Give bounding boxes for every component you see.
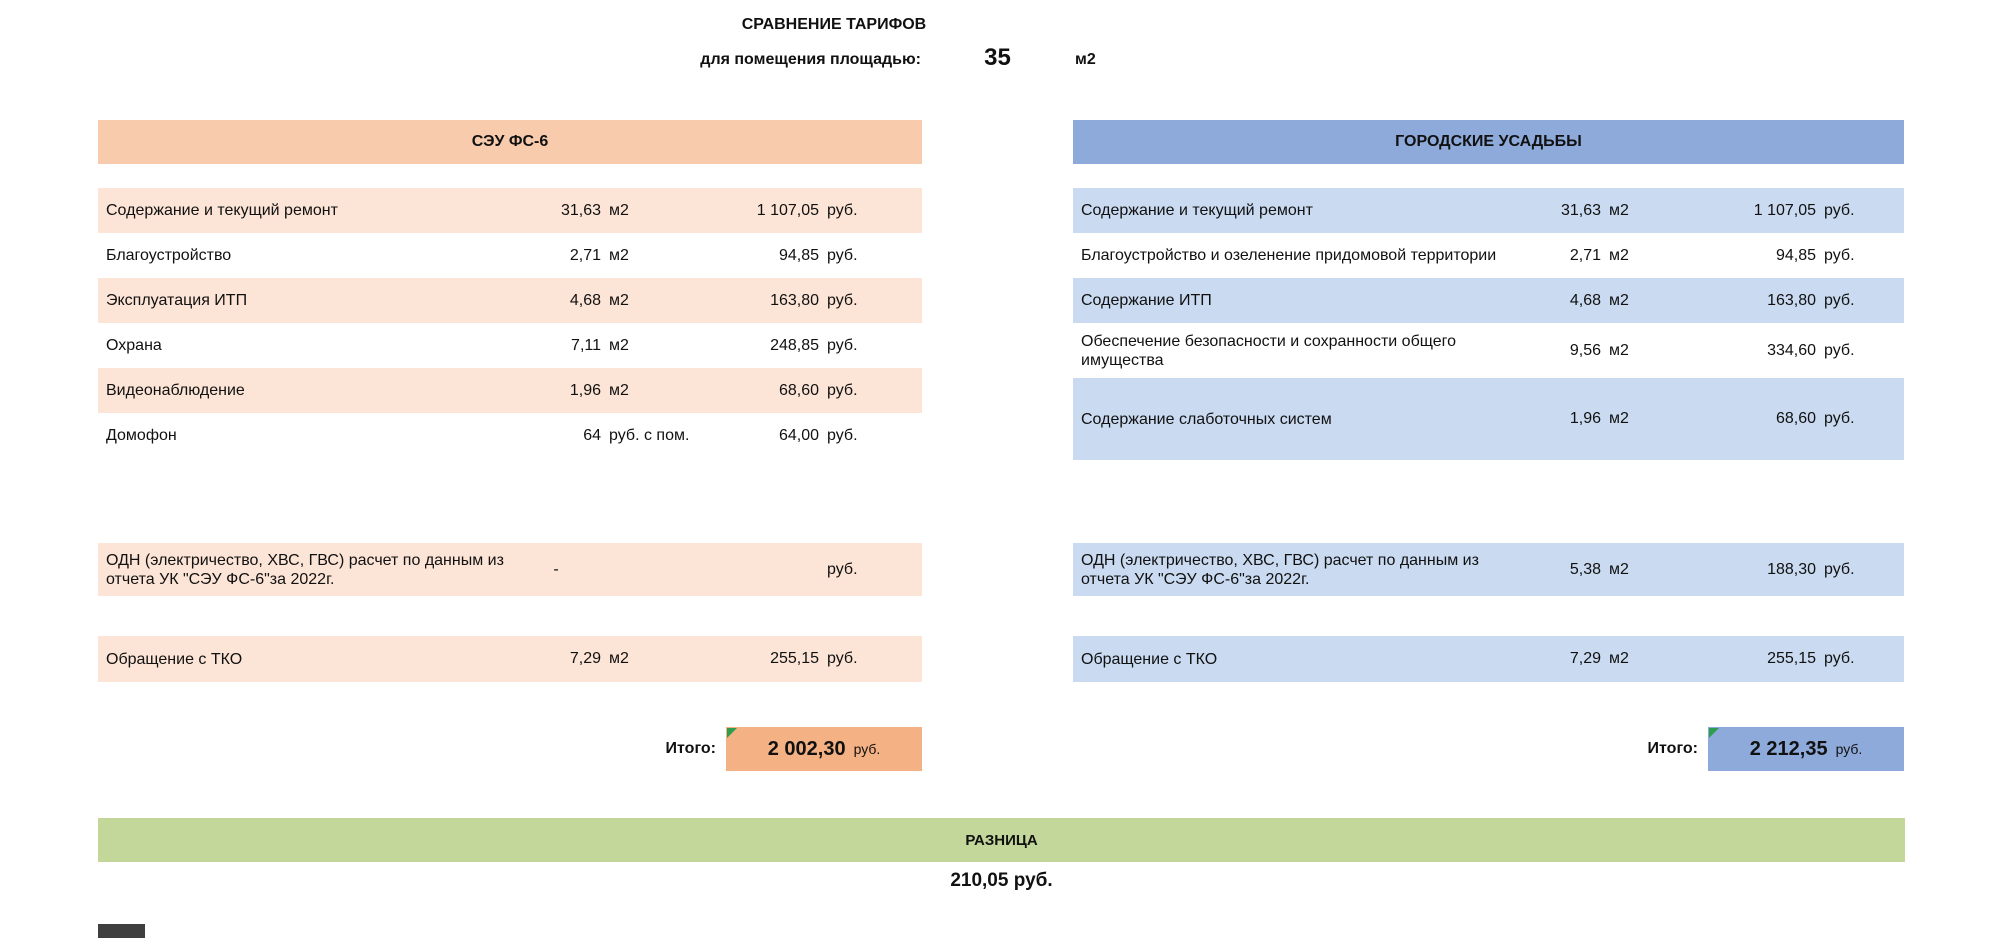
row-price-unit: руб. [827,201,858,219]
row-label: Видеонаблюдение [106,382,245,399]
row-qty-value: 5,38 [1569,560,1601,578]
table-row [1073,323,1904,378]
row-label: Охрана [106,337,162,354]
right-table [1073,120,1904,771]
row-price-unit: руб. [827,426,858,444]
right-total-value: 2 212,35 [1749,737,1828,760]
row-qty-unit: м2 [1609,410,1629,427]
difference-bar: РАЗНИЦА [98,818,1905,862]
row-qty-unit: м2 [609,246,629,264]
left-total-value: 2 002,30 [767,737,846,760]
row-price-unit: руб. [827,246,858,264]
row-qty-value: 4,68 [1569,291,1601,309]
row-label: Обращение с ТКО [1081,650,1218,668]
right-tko-slot [1073,636,1904,682]
table-row [1073,278,1904,323]
row-label: Благоустройство и озеленение придомовой территории [1081,247,1497,264]
row-price-unit: руб. [1824,201,1855,219]
row-price-value: 1 107,05 [756,201,819,219]
row-qty-value: 2,71 [569,246,601,264]
row-label: Обращение с ТКО [106,650,243,668]
row-qty-unit: м2 [609,336,629,354]
row-price-unit: руб. [1824,410,1855,427]
table-row [1073,188,1904,233]
row-qty-value: 2,71 [1569,246,1601,264]
row-qty-unit: м2 [1609,650,1629,667]
left-table-rows [98,188,922,543]
page-title: СРАВНЕНИЕ ТАРИФОВ [741,16,927,33]
row-price-value: 163,80 [770,291,819,309]
row-qty-unit: м2 [609,201,629,219]
right-total-label: Итого: [1647,740,1698,757]
row-price-value: 248,85 [770,336,819,354]
row-qty-value: 31,63 [1560,201,1601,219]
row-qty-unit: м2 [609,291,629,309]
row-price-value: 94,85 [778,246,819,264]
row-qty-value: 4,68 [569,291,601,309]
row-qty-unit: руб. с пом. [609,426,690,444]
row-price-value: 255,15 [770,650,819,667]
left-table-header: СЭУ ФС-6 [98,120,922,164]
row-qty-unit: м2 [1609,291,1629,309]
row-price-value: 163,80 [1767,291,1816,309]
table-row [1073,378,1904,460]
table-row [1073,636,1904,682]
row-qty-value: 64 [583,426,601,444]
row-price-unit: руб. [827,291,858,309]
left-total-box [726,727,922,771]
right-table-rows [1073,188,1904,543]
row-price-unit: руб. [1824,291,1855,309]
row-label: Домофон [106,427,177,444]
right-table-header: ГОРОДСКИЕ УСАДЬБЫ [1073,120,1904,164]
table-row [98,543,922,596]
subtitle [0,44,1670,76]
area-label: для помещения площадью: [700,51,921,68]
left-table [98,120,922,771]
row-qty-value: - [553,560,559,578]
row-price-unit: руб. [827,650,858,667]
clipped-dark-cell [98,924,145,938]
difference-value: 210,05 руб. [950,870,1053,891]
left-total-unit: руб. [853,741,881,757]
left-total-label: Итого: [665,740,716,757]
table-row [98,188,922,233]
row-price-unit: руб. [827,336,858,354]
row-label: Содержание слаботочных систем [1081,410,1332,428]
area-value: 35 [984,44,1011,71]
row-label: Содержание ИТП [1081,292,1212,309]
row-price-value: 1 107,05 [1753,201,1816,219]
row-price-unit: руб. [1824,650,1855,667]
row-price-value: 68,60 [778,381,819,399]
row-qty-unit: м2 [1609,201,1629,219]
right-total-row [1073,727,1904,771]
row-price-unit: руб. [1824,341,1855,359]
row-qty-unit: м2 [609,650,629,667]
row-qty-unit: м2 [1609,246,1629,264]
table-row [98,413,922,458]
error-flag-triangle [727,728,737,738]
left-total-row [98,727,922,771]
row-qty-value: 7,11 [571,336,601,354]
row-price-unit: руб. [1824,560,1855,578]
row-price-value: 94,85 [1775,246,1816,264]
error-flag-triangle [1709,728,1719,738]
row-price-value: 68,60 [1775,410,1816,427]
row-label: Обеспечение безопасности и сохранности общего имущества [1081,332,1456,369]
row-qty-value: 1,96 [569,381,601,399]
row-label: ОДН (электричество, ХВС, ГВС) расчет по данным из отчета УК "СЭУ ФС-6"за 2022г. [106,551,504,588]
row-qty-value: 7,29 [569,650,601,667]
row-label: Содержание и текущий ремонт [1081,202,1313,219]
area-unit: м2 [1075,51,1096,68]
row-label: Эксплуатация ИТП [106,292,248,309]
row-price-value: 64,00 [778,426,819,444]
row-label: Благоустройство [106,247,232,264]
row-label: Содержание и текущий ремонт [106,202,338,219]
row-qty-value: 7,29 [1569,650,1601,667]
table-row [1073,233,1904,278]
right-odn-slot [1073,543,1904,596]
table-row [98,368,922,413]
row-qty-value: 31,63 [560,201,601,219]
right-total-box [1708,727,1904,771]
table-row [98,636,922,682]
row-price-unit: руб. [1824,246,1855,264]
table-row [98,233,922,278]
row-qty-value: 9,56 [1569,341,1601,359]
row-label: ОДН (электричество, ХВС, ГВС) расчет по данным из отчета УК "СЭУ ФС-6"за 2022г. [1081,551,1479,588]
left-tko-slot [98,636,922,682]
right-total-unit: руб. [1835,741,1863,757]
row-qty-unit: м2 [609,381,629,399]
row-price-value: 255,15 [1767,650,1816,667]
row-price-value: 188,30 [1767,560,1816,578]
table-row [98,278,922,323]
table-row [1073,543,1904,596]
row-qty-unit: м2 [1609,560,1629,578]
row-qty-unit: м2 [1609,341,1629,359]
table-row [98,323,922,368]
row-price-value: 334,60 [1767,341,1816,359]
left-odn-slot [98,543,922,596]
row-qty-value: 1,96 [1569,410,1601,427]
row-price-unit: руб. [827,560,858,578]
row-price-unit: руб. [827,381,858,399]
